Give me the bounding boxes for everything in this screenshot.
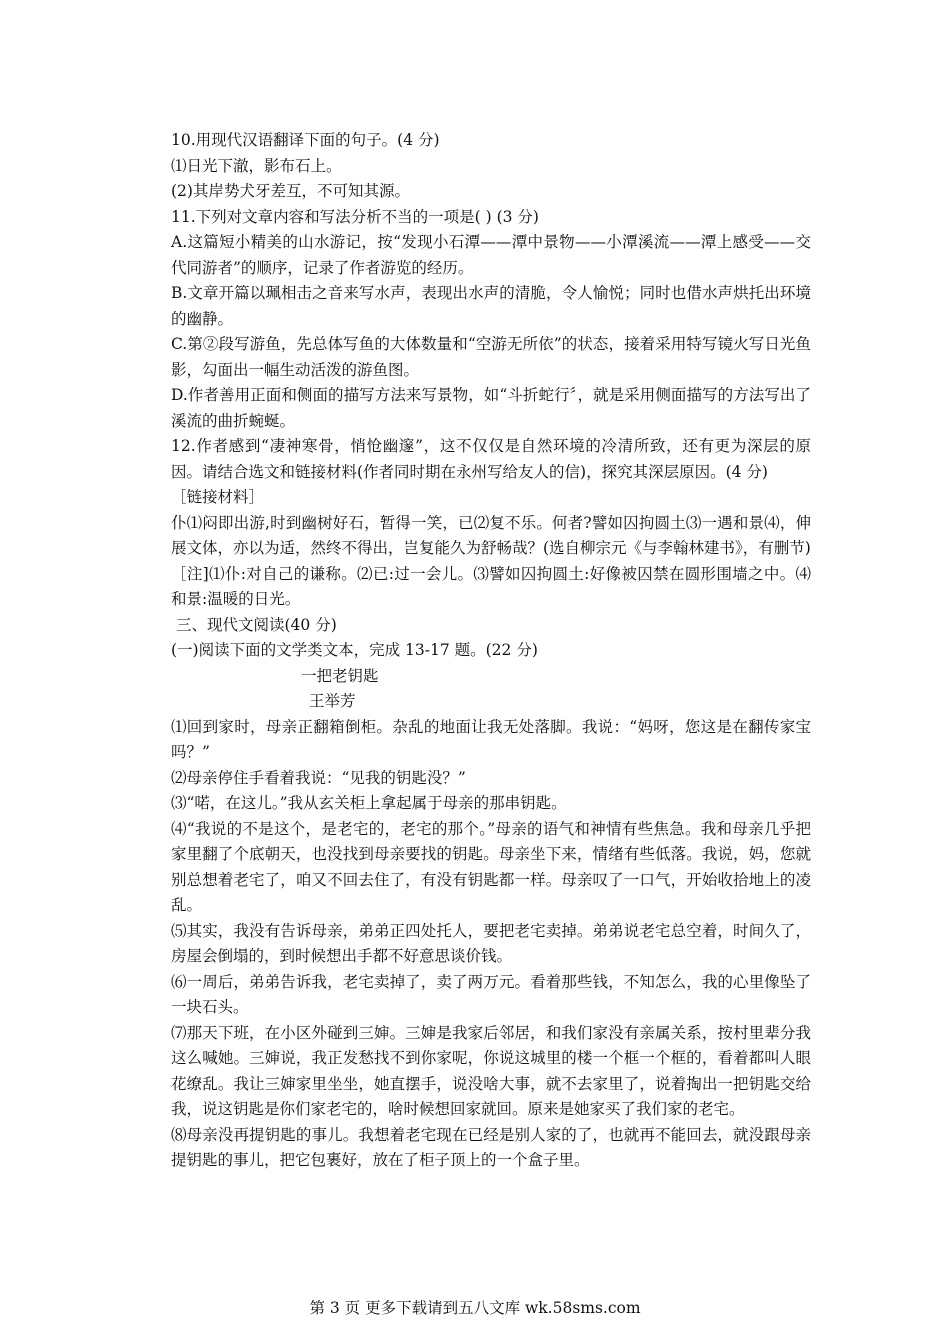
story-paragraph: ⑹一周后，弟弟告诉我，老宅卖掉了，卖了两万元。看着那些钱，不知怎么，我的心里像坠了一块石头。 xyxy=(171,972,811,1016)
page-footer: 第 3 页 更多下载请到五八文库 wk.58sms.com xyxy=(309,1299,641,1317)
story-paragraph: ⑺那天下班，在小区外碰到三婶。三婶是我家后邻居，和我们家没有亲属关系，按村里辈分我这么喊她。三婶说，我正发愁找不到你家呢，你说这城里的楼一个框一个框的，看着都叫人眼花缭乱。我让三婶家里坐坐，她直摆手，说没啥大事，就不去家里了，说着掏出一把钥匙交给我，说这钥匙是你们家老宅的，啥时候想回家就回。原来是她家买了我们家的老宅。 xyxy=(171,1023,811,1118)
story-paragraph: ⑻母亲没再提钥匙的事儿。我想着老宅现在已经是别人家的了，也就再不能回去，就没跟母亲提钥匙的事儿，把它包裹好，放在了柜子顶上的一个盒子里。 xyxy=(171,1125,811,1169)
q12-link-text: 仆⑴闷即出游,时到幽树好石，暂得一笑，已⑵复不乐。何者?譬如囚拘圆土⑶一遇和景⑷，伸展文体，亦以为适，然终不得出，岂复能久为舒畅哉？(选自柳宗元《与李翰林建书》，有删节) xyxy=(171,513,811,557)
section-3-subheading: (一)阅读下面的文学类文本，完成 13-17 题。(22 分) xyxy=(171,641,538,659)
section-3-heading: 三、现代文阅读(40 分) xyxy=(176,615,337,634)
story-paragraph: ⑸其实，我没有告诉母亲，弟弟正四处托人，要把老宅卖掉。弟弟说老宅总空着，时间久了，房屋会倒塌的，到时候想出手都不好意思谈价钱。 xyxy=(171,921,811,965)
story-paragraph: ⑷“我说的不是这个，是老宅的，老宅的那个。”母亲的语气和神情有些焦急。我和母亲几乎把家里翻了个底朝天，也没找到母亲要找的钥匙。母亲坐下来，情绪有些低落。我说，妈，您就别总想着老宅了，咱又不回去住了，有没有钥匙都一样。母亲叹了一口气，开始收拾地上的凌乱。 xyxy=(171,819,811,914)
page-content xyxy=(143,128,811,1174)
story-paragraph: ⑶“喏，在这儿。”我从玄关柜上拿起属于母亲的那串钥匙。 xyxy=(171,794,567,812)
story-paragraph: ⑵母亲停住手看着我说：“见我的钥匙没？” xyxy=(171,768,466,787)
q12-link-label: ［链接材料］ xyxy=(171,488,265,506)
story-author: 王举芳 xyxy=(309,692,356,710)
q11-option-d: D.作者善用正面和侧面的描写方法来写景物，如“斗折蛇行〞，就是采用侧面描写的方法写出了溪流的曲折蜿蜒。 xyxy=(171,386,811,430)
q11-option-b: B.文章开篇以珮相击之音来写水声，表现出水声的清脆，令人愉悦；同时也借水声烘托出环境的幽静。 xyxy=(171,284,811,328)
story-title: 一把老钥匙 xyxy=(301,666,379,685)
q11-option-a: A.这篇短小精美的山水游记，按“发现小石潭——潭中景物——小潭溪流——潭上感受——交代同游者”的顺序，记录了作者游览的经历。 xyxy=(171,233,811,277)
story-paragraph: ⑴回到家时，母亲正翻箱倒柜。杂乱的地面让我无处落脚。我说：“妈呀，您这是在翻传家宝吗？” xyxy=(171,717,811,761)
q11-stem: 11.下列对文章内容和写法分析不当的一项是( ) (3 分) xyxy=(171,207,539,226)
q11-option-c: C.第②段写游鱼，先总体写鱼的大体数量和“空游无所依”的状态，接着采用特写镜火写日光鱼影，勾面出一幅生动活泼的游鱼图。 xyxy=(171,335,811,379)
q10-sentence-2: (2)其岸势犬牙差互，不可知其源。 xyxy=(171,182,410,200)
q10-sentence-1: ⑴日光下澈，影布石上。 xyxy=(171,156,342,175)
q12-stem: 12.作者感到“凄神寒骨，悄怆幽邃”，这不仅仅是自然环境的冷清所致，还有更为深层的原因。请结合选文和链接材料(作者同时期在永州写给友人的信)，探究其深层原因。(4 分) xyxy=(171,437,811,481)
q12-note: ［注]⑴仆:对自己的谦称。⑵已:过一会儿。⑶譬如囚拘圆土:好像被囚禁在圆形围墙之中。⑷和景:温暖的日光。 xyxy=(171,564,811,608)
q10-stem: 10.用现代汉语翻译下面的句子。(4 分) xyxy=(171,131,440,149)
